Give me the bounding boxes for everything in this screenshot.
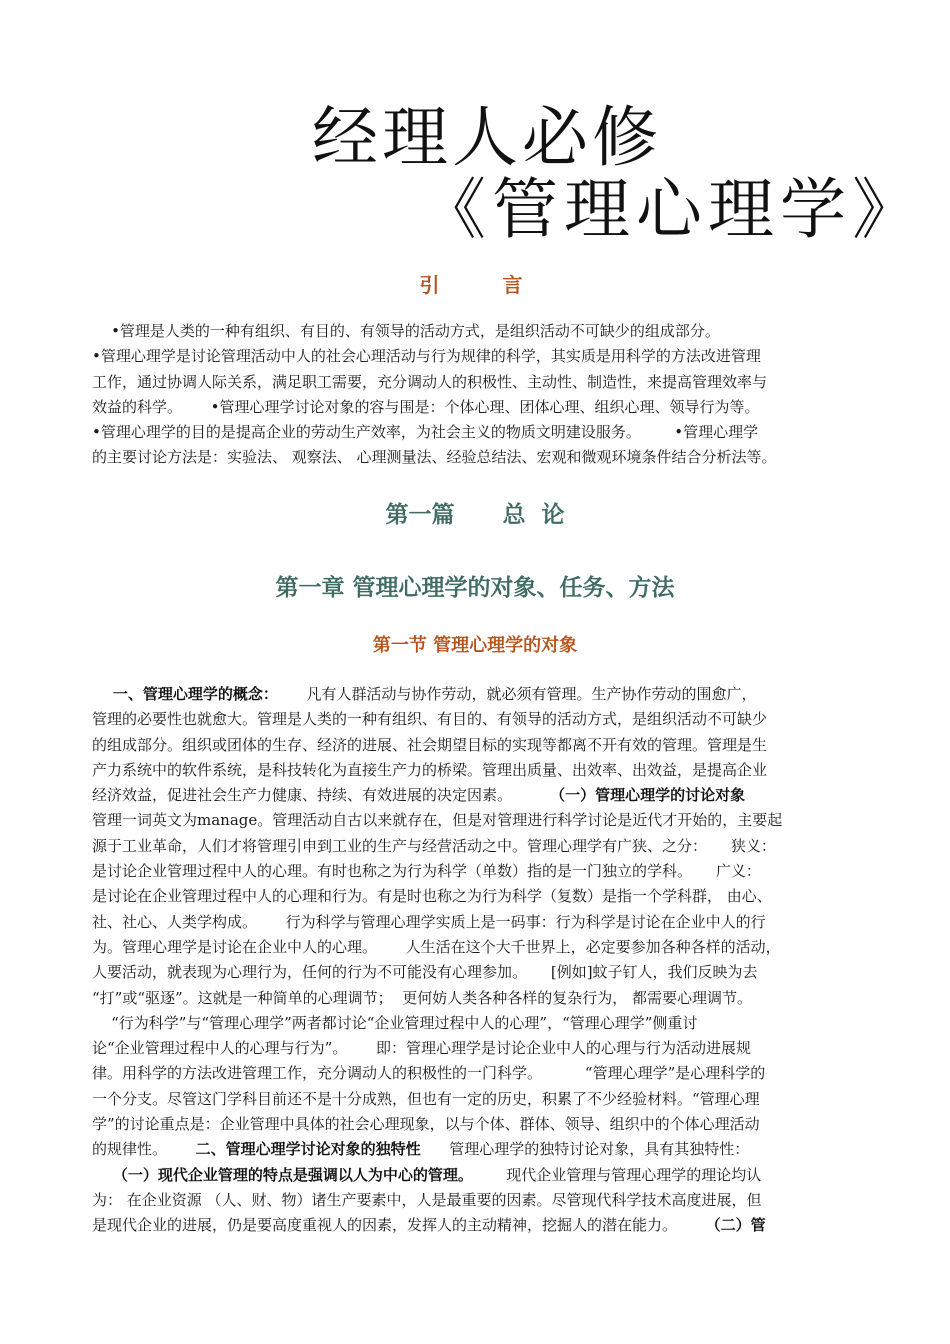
body-text: 的规律性。 [92, 1140, 196, 1159]
body-line: 论“企业管理过程中人的心理与行为”。 即：管理心理学是讨论企业中人的心理与行为活动进展规 [92, 1039, 751, 1058]
body-text: 管理心理学的独特讨论对象，具有其独特性： [420, 1140, 750, 1159]
body-text: 是现代企业的进展，仍是要高度重视人的因素，发挥人的主动精神，挖掘人的潜在能力。 [92, 1216, 706, 1235]
intro-line: 的主要讨论方法是：实验法、 观察法、 心理测量法、经验总结法、宏观和微观环境条件结合分析法等。 [92, 448, 777, 467]
body-line [92, 783, 862, 808]
body-line: 是讨论在企业管理过程中人的心理和行为。有是时也称之为行为科学（复数）是指一个学科群， 由心、 [92, 887, 772, 906]
section-heading: 第一节 管理心理学的对象 [372, 635, 578, 656]
body-text: 凡有人群活动与协作劳动，就必须有管理。生产协作劳动的围愈广， [277, 685, 757, 703]
intro-line: 效益的科学。 •管理心理学讨论对象的容与围是：个体心理、团体心理、组织心理、领导行为等。 [92, 397, 760, 416]
body-line: 产力系统中的软件系统，是科技转化为直接生产力的桥梁。管理出质量、出效率、出效益，是提高企业 [92, 760, 768, 779]
body-line: 律。用科学的方法改进管理工作，充分调动人的积极性的一门科学。 “管理心理学”是心理科学的 [92, 1064, 766, 1083]
body-line: 源于工业革命，人们才将管理引申到工业的生产与经营活动之中。管理心理学有广狭、之分： 狭义： [92, 836, 776, 855]
intro-line: •管理心理学是讨论管理活动中人的社会心理活动与行为规律的科学，其实质是用科学的方法改进管理 [92, 347, 761, 366]
body-line: 管理一词英文为manage。管理活动自古以来就存在，但是对管理进行科学讨论是近代才开始的，主要起 [92, 811, 783, 830]
body-line [92, 1213, 862, 1238]
subsection-heading: （一）现代企业管理的特点是强调以人为中心的管理。 [92, 1165, 473, 1184]
body-line: 是讨论企业管理过程中人的心理。有时也称之为行为科学（单数）指的是一门独立的学科。 广义： [92, 862, 761, 881]
body-line [92, 1163, 862, 1188]
body-line [92, 682, 862, 707]
intro-line: •管理心理学的目的是提高企业的劳动生产效率，为社会主义的物质文明建设服务。 •管理心理学 [92, 423, 759, 442]
body-line: 学”的讨论重点是：企业管理中具体的社会心理现象，以与个体、群体、领导、组织中的个体心理活动 [92, 1115, 760, 1134]
body-text: 现代企业管理与管理心理学的理论均认 [472, 1165, 762, 1184]
body-line: 为。管理心理学是讨论在企业中人的心理。 人生活在这个大千世界上，必定要参加各种各样的活动， [92, 937, 781, 956]
body-line: 的组成部分。组织或团体的生存、经济的进展、社会期望目标的实现等都离不开有效的管理。管理是生 [92, 735, 768, 754]
body-line: 管理的必要性也就愈大。管理是人类的一种有组织、有目的、有领导的活动方式，是组织活动不可缺少 [92, 710, 768, 729]
body-line: 社、社心、人类学构成。 行为科学与管理心理学实质上是一码事：行为科学是讨论在企业中人的行 [92, 912, 766, 931]
body-line: 一个分支。尽管这门学科目前还不是十分成熟，但也有一定的历史，积累了不少经验材料。“管理心理 [92, 1089, 760, 1108]
body-line: 为： 在企业资源 （人、财、物）诸生产要素中，人是最重要的因素。尽管现代科学技术高度进展，但 [92, 1190, 762, 1209]
document-title: 经理人必修 [312, 99, 662, 176]
body-line: 人要活动，就表现为心理行为，任何的行为不可能没有心理参加。 [例如]蚊子钉人，我们反映为去 [92, 963, 758, 982]
intro-line: •管理是人类的一种有组织、有目的、有领导的活动方式，是组织活动不可缺少的组成部分。 [92, 322, 720, 340]
intro-heading: 引 言 [419, 273, 551, 297]
subsection-heading: 二、管理心理学讨论对象的独特性 [195, 1140, 421, 1159]
intro-paragraph [92, 319, 862, 471]
body-paragraph [92, 682, 862, 1239]
intro-line: 工作，通过协调人际关系，满足职工需要，充分调动人的积极性、主动性、制造性，来提高管理效率与 [92, 372, 768, 391]
part-heading: 第一篇 总 论 [385, 501, 565, 528]
subsection-heading: 一、管理心理学的概念： [92, 685, 278, 703]
chapter-heading: 第一章 管理心理学的对象、任务、方法 [275, 574, 675, 601]
body-line: “打”或“驱逐”。这就是一种简单的心理调节； 更何妨人类各种各样的复杂行为， 都需要心理调节。 [92, 988, 752, 1007]
subsection-heading: （二）管 [705, 1216, 766, 1235]
body-line [92, 1137, 862, 1162]
document-subtitle: 《管理心理学》 [420, 171, 924, 248]
subsection-heading: （一）管理心理学的讨论对象 [550, 786, 746, 805]
body-line: “行为科学”与“管理心理学”两者都讨论“企业管理过程中人的心理”，“管理心理学”侧重讨 [92, 1013, 698, 1032]
body-text: 经济效益，促进社会生产力健康、持续、有效进展的决定因素。 [92, 786, 551, 805]
